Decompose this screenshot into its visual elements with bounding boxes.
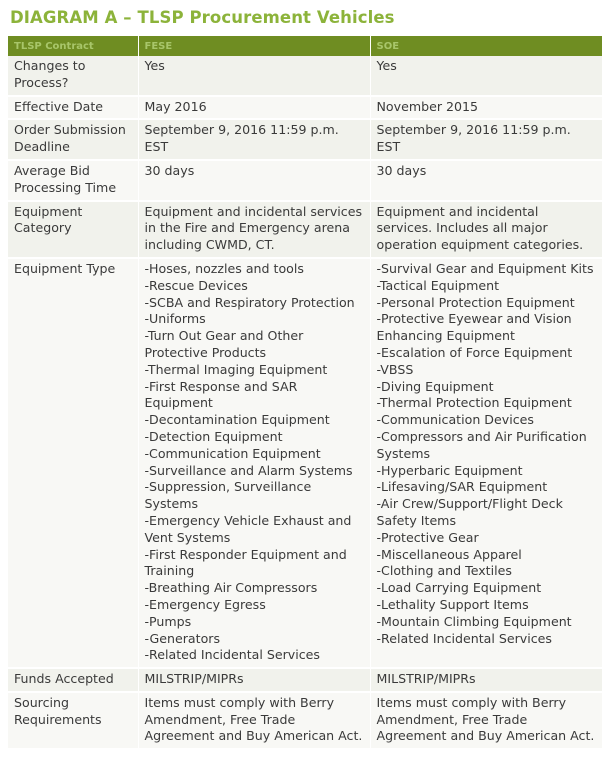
equipment-type-item: -First Response and SAR <box>144 378 298 394</box>
row-label: Average Bid Processing Time <box>8 160 138 201</box>
equipment-type-item: -Hoses, nozzles and tools <box>144 260 304 276</box>
fese-cell: May 2016 <box>138 96 370 120</box>
row-label: Equipment Category <box>8 201 138 258</box>
equipment-type-item: -Communication Devices <box>376 412 534 428</box>
equipment-type-item: Systems <box>144 496 199 512</box>
soe-equipment-list <box>370 258 602 668</box>
equipment-type-item: -Thermal Imaging Equipment <box>144 361 328 377</box>
equipment-type-item: -Lethality Support Items <box>376 596 529 612</box>
equipment-type-item: -Hyperbaric Equipment <box>376 462 523 478</box>
equipment-type-item: -Protective Gear <box>376 529 479 545</box>
fese-cell: MILSTRIP/MIPRs <box>138 668 370 692</box>
soe-cell: MILSTRIP/MIPRs <box>370 668 602 692</box>
procurement-table <box>8 36 603 750</box>
equipment-type-item: -Miscellaneous Apparel <box>376 546 522 562</box>
equipment-type-item: -Clothing and Textiles <box>376 563 512 579</box>
equipment-type-item: -Load Carrying Equipment <box>376 580 542 596</box>
equipment-type-item: Safety Items <box>376 512 457 528</box>
equipment-type-item: -Emergency Vehicle Exhaust and <box>144 512 352 528</box>
equipment-type-item: -Escalation of Force Equipment <box>376 344 573 360</box>
equipment-type-item: -VBSS <box>376 361 414 377</box>
equipment-type-item: -Pumps <box>144 613 192 629</box>
table-row <box>8 692 602 749</box>
equipment-type-item: -SCBA and Respiratory Protection <box>144 294 355 310</box>
table-row <box>8 160 602 201</box>
table-row <box>8 668 602 692</box>
fese-cell: 30 days <box>138 160 370 201</box>
equipment-type-item: -Lifesaving/SAR Equipment <box>376 479 548 495</box>
fese-cell: Equipment and incidental services in the Fire and Emergency arena including CWMD, CT. <box>138 201 370 258</box>
fese-equipment-list <box>138 258 370 668</box>
equipment-type-item: -Thermal Protection Equipment <box>376 395 572 411</box>
fese-cell: Yes <box>138 56 370 96</box>
equipment-type-item: -Survival Gear and Equipment Kits <box>376 260 594 276</box>
fese-cell: Items must comply with Berry Amendment, Free Trade Agreement and Buy American Act. <box>138 692 370 749</box>
equipment-type-item: Vent Systems <box>144 529 231 545</box>
equipment-type-item: -Uniforms <box>144 311 206 327</box>
row-label: Funds Accepted <box>8 668 138 692</box>
equipment-type-item: Systems <box>376 445 431 461</box>
equipment-type-item: Protective Products <box>144 344 267 360</box>
row-label: Equipment Type <box>8 258 138 668</box>
equipment-type-item: -Decontamination Equipment <box>144 412 330 428</box>
equipment-type-item: -Surveillance and Alarm Systems <box>144 462 353 478</box>
table-row <box>8 119 602 160</box>
equipment-type-item: -Breathing Air Compressors <box>144 580 318 596</box>
header-fese: FESE <box>138 36 370 56</box>
equipment-type-item: -Tactical Equipment <box>376 277 500 293</box>
equipment-type-item: -Compressors and Air Purification <box>376 428 587 444</box>
soe-cell: November 2015 <box>370 96 602 120</box>
row-label: Order Submission Deadline <box>8 119 138 160</box>
row-label: Effective Date <box>8 96 138 120</box>
equipment-type-item: -Personal Protection Equipment <box>376 294 575 310</box>
equipment-type-item: -Mountain Climbing Equipment <box>376 613 572 629</box>
equipment-type-item: -Turn Out Gear and Other <box>144 328 304 344</box>
soe-cell: Items must comply with Berry Amendment, Free Trade Agreement and Buy American Act. <box>370 692 602 749</box>
header-row <box>8 36 602 56</box>
soe-cell: Equipment and incidental services. Includes all major operation equipment categories. <box>370 201 602 258</box>
table-row <box>8 201 602 258</box>
header-soe: SOE <box>370 36 602 56</box>
diagram-title: DIAGRAM A – TLSP Procurement Vehicles <box>10 8 395 27</box>
table-row <box>8 96 602 120</box>
equipment-type-item: -Emergency Egress <box>144 596 266 612</box>
equipment-type-item: -Protective Eyewear and Vision <box>376 311 572 327</box>
equipment-type-item: -Related Incidental Services <box>376 630 552 646</box>
equipment-type-item: -First Responder Equipment and <box>144 546 347 562</box>
header-tlsp-contract: TLSP Contract <box>8 36 138 56</box>
equipment-type-item: -Suppression, Surveillance <box>144 479 312 495</box>
equipment-type-item: -Communication Equipment <box>144 445 321 461</box>
equipment-type-item: -Air Crew/Support/Flight Deck <box>376 496 563 512</box>
row-label: Changes to Process? <box>8 56 138 96</box>
soe-cell: 30 days <box>370 160 602 201</box>
equipment-type-item: -Detection Equipment <box>144 428 283 444</box>
equipment-type-item: -Diving Equipment <box>376 378 494 394</box>
soe-cell: Yes <box>370 56 602 96</box>
soe-cell: September 9, 2016 11:59 p.m. EST <box>370 119 602 160</box>
equipment-type-item: -Generators <box>144 630 221 646</box>
table-row <box>8 56 602 96</box>
fese-cell: September 9, 2016 11:59 p.m. EST <box>138 119 370 160</box>
equipment-type-item: -Rescue Devices <box>144 277 248 293</box>
equipment-type-item: Equipment <box>144 395 213 411</box>
equipment-type-item: Training <box>144 563 195 579</box>
row-label: Sourcing Requirements <box>8 692 138 749</box>
equipment-type-item: Enhancing Equipment <box>376 328 515 344</box>
equipment-type-item: -Related Incidental Services <box>144 647 320 663</box>
table-row <box>8 258 602 668</box>
